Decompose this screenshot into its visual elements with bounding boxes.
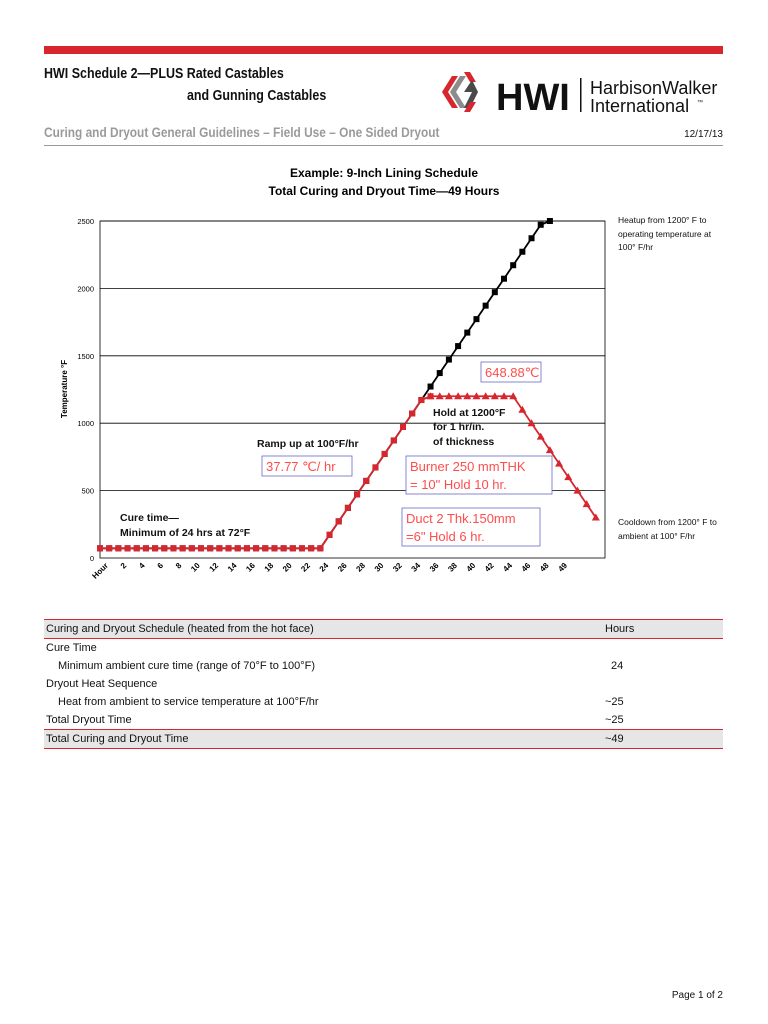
burner-box-line1: Burner 250 mmTHK: [410, 459, 526, 474]
chart-grid: [100, 221, 605, 491]
data-point-square: [437, 370, 443, 376]
total-label: Total Curing and Dryout Time: [44, 730, 605, 749]
data-point-square: [207, 545, 213, 551]
x-tick-label: 32: [391, 561, 404, 574]
y-tick-label: 0: [89, 554, 94, 563]
x-tick-label: 24: [317, 561, 331, 574]
plot-frame: [100, 221, 605, 558]
data-point-square: [400, 424, 406, 430]
data-point-square: [492, 289, 498, 295]
cure-note-line1: Cure time—: [120, 512, 179, 524]
document-title-line2: and Gunning Castables: [187, 88, 327, 104]
row-label: Cure Time: [46, 642, 97, 654]
y-tick-label: 2000: [77, 284, 94, 294]
data-point-square: [235, 545, 241, 551]
data-point-square: [299, 545, 305, 551]
table-header-label: Curing and Dryout Schedule (heated from the hot face): [44, 620, 605, 639]
y-tick-label: 2500: [77, 217, 94, 226]
data-point-square: [547, 218, 553, 224]
data-point-square: [152, 545, 158, 551]
x-tick-label: 2: [118, 561, 129, 571]
data-point-square: [363, 478, 369, 484]
ramp-celsius-box: 37.77 ℃/ hr: [266, 459, 336, 474]
hold-celsius-box: 648.88℃: [485, 365, 540, 380]
data-point-square: [189, 545, 195, 551]
hwi-logo: [440, 70, 730, 120]
y-tick-label: 1500: [77, 351, 94, 361]
data-point-square: [510, 262, 516, 268]
data-point-square: [317, 545, 323, 551]
y-axis-label: Temperature °F: [60, 359, 69, 419]
chart-series: [97, 218, 600, 551]
y-tick-label: 500: [81, 486, 94, 496]
row-label: Total Dryout Time: [46, 714, 132, 726]
data-point-square: [345, 505, 351, 511]
data-point-square: [446, 357, 452, 363]
x-tick-label: 12: [207, 561, 221, 574]
hwi-emblem-icon: [442, 72, 478, 112]
chart-title-line1: Example: 9-Inch Lining Schedule: [289, 166, 479, 180]
heatup-note-line2: operating temperature at: [618, 229, 712, 239]
x-tick-label: 6: [155, 561, 166, 571]
data-point-square: [464, 330, 470, 336]
data-point-square: [327, 532, 333, 538]
x-tick-label: Hour: [90, 561, 111, 581]
table-header-row: [44, 620, 723, 639]
heatup-note-line3: 100° F/hr: [618, 242, 654, 252]
logo-line2: International: [590, 96, 690, 116]
cooldown-note-line2: ambient at 100° F/hr: [618, 531, 696, 541]
x-tick-label: 4: [137, 561, 147, 571]
x-tick-label: 18: [262, 561, 276, 574]
data-point-square: [106, 545, 112, 551]
table-row: [44, 657, 723, 675]
duct-box-line1: Duct 2 Thk.150mm: [406, 511, 516, 526]
duct-box-line2: =6" Hold 6 hr.: [406, 529, 485, 544]
data-point-square: [170, 545, 176, 551]
logo-line1: HarbisonWalker: [590, 78, 718, 98]
data-point-square: [253, 545, 259, 551]
data-point-square: [529, 235, 535, 241]
data-point-square: [428, 384, 434, 390]
page-number: Page 1 of 2: [671, 990, 723, 1001]
series-line: [100, 221, 550, 548]
x-tick-label: 8: [173, 561, 184, 571]
data-point-square: [409, 410, 415, 416]
cure-note-line2: Minimum of 24 hrs at 72°F: [120, 527, 251, 539]
x-tick-label: 26: [336, 561, 349, 574]
data-point-square: [143, 545, 149, 551]
table-header-hours: Hours: [605, 620, 723, 639]
x-tick-label: 44: [501, 561, 515, 574]
data-point-square: [180, 545, 186, 551]
row-hours: 24: [611, 660, 624, 672]
hold-note-line1: Hold at 1200°F: [433, 407, 506, 419]
data-point-square: [226, 545, 232, 551]
hold-note-line3: of thickness: [433, 436, 495, 448]
data-point-square: [290, 545, 296, 551]
data-point-square: [418, 397, 424, 403]
document-title-line1: HWI Schedule 2—PLUS Rated Castables: [44, 66, 284, 82]
data-point-square: [391, 437, 397, 443]
x-tick-label: 34: [409, 561, 423, 574]
heatup-note-line1: Heatup from 1200° F to: [618, 215, 707, 225]
data-point-square: [354, 491, 360, 497]
header-divider: [44, 145, 723, 146]
x-tick-label: 36: [427, 561, 441, 574]
data-point-square: [382, 451, 388, 457]
x-tick-label: 16: [244, 561, 257, 574]
data-point-square: [161, 545, 167, 551]
table-total-row: [44, 730, 723, 749]
data-point-square: [372, 464, 378, 470]
table-row: [44, 675, 723, 693]
x-tick-label: 46: [519, 561, 533, 574]
row-label: Heat from ambient to service temperature at 100°F/hr: [58, 696, 319, 708]
x-tick-label: 10: [189, 561, 202, 574]
chart-title-line2: Total Curing and Dryout Time—49 Hours: [268, 184, 500, 198]
data-point-square: [336, 518, 342, 524]
x-tick-label: 40: [464, 561, 478, 574]
x-tick-label: 42: [482, 561, 496, 574]
schedule-table: [44, 619, 723, 749]
data-point-square: [308, 545, 314, 551]
dryout-chart: [0, 150, 768, 600]
data-point-square: [271, 545, 277, 551]
data-point-square: [483, 303, 489, 309]
x-tick-label: 30: [372, 561, 386, 574]
x-tick-label: 22: [299, 561, 313, 574]
top-accent-bar: [44, 46, 723, 54]
data-point-square: [134, 545, 140, 551]
hold-note-line2: for 1 hr/in.: [433, 421, 485, 433]
data-point-square: [125, 545, 131, 551]
x-tick-label: 14: [225, 561, 239, 574]
row-label: Dryout Heat Sequence: [46, 678, 158, 690]
data-point-square: [519, 249, 525, 255]
y-tick-label: 1000: [77, 419, 94, 429]
logo-tm: ™: [697, 100, 703, 106]
row-hours: [605, 675, 723, 693]
row-label: Minimum ambient cure time (range of 70°F to 100°F): [58, 660, 316, 672]
total-hours: ~49: [605, 730, 723, 749]
data-point-square: [473, 316, 479, 322]
data-point-square: [262, 545, 268, 551]
data-point-square: [97, 545, 103, 551]
data-point-square: [198, 545, 204, 551]
document-subtitle: Curing and Dryout General Guidelines – Field Use – One Sided Dryout: [44, 125, 440, 140]
x-tick-label: 49: [556, 561, 570, 574]
table-row: [44, 693, 723, 711]
x-tick-label: 20: [280, 561, 294, 574]
row-hours: [605, 639, 723, 658]
x-tick-label: 38: [446, 561, 459, 574]
x-tick-label: 48: [538, 561, 551, 574]
x-tick-label: 28: [354, 561, 368, 574]
logo-short-text: HWI: [496, 77, 570, 119]
data-point-square: [281, 545, 287, 551]
data-point-square: [455, 343, 461, 349]
table-row: [44, 639, 723, 658]
row-hours: ~25: [605, 696, 624, 708]
data-point-square: [216, 545, 222, 551]
row-hours: ~25: [605, 714, 624, 726]
ramp-note: Ramp up at 100°F/hr: [257, 438, 359, 450]
table-row: [44, 711, 723, 730]
data-point-square: [501, 276, 507, 282]
burner-box-line2: = 10" Hold 10 hr.: [410, 477, 507, 492]
data-point-square: [244, 545, 250, 551]
document-date: 12/17/13: [684, 129, 723, 140]
data-point-square: [115, 545, 121, 551]
data-point-square: [538, 222, 544, 228]
cooldown-note-line1: Cooldown from 1200° F to: [618, 517, 717, 527]
